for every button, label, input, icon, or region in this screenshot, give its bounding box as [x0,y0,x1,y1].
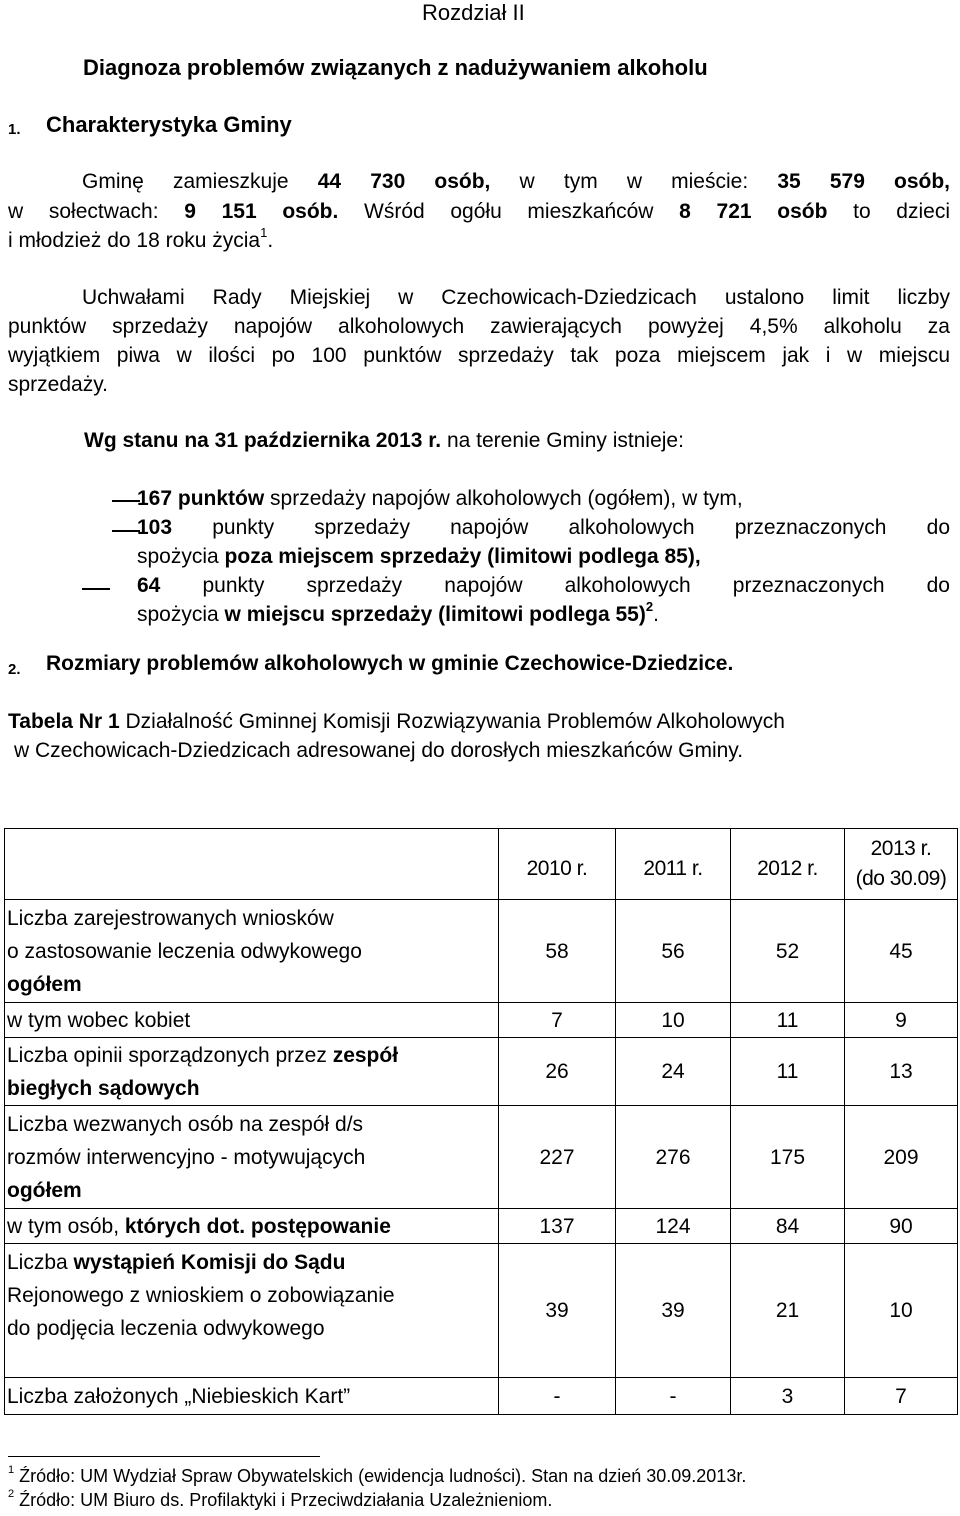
table-row [5,1038,958,1106]
table-header-empty [5,829,499,900]
table-cell: 45 [845,900,958,1003]
row-label: Liczba zarejestrowanych wniosków o zastosowanie leczenia odwykowego ogółem [5,900,499,1003]
table-row [5,1378,958,1415]
table-cell: 11 [731,1038,845,1106]
table-cell: 175 [731,1106,845,1209]
table-cell: 58 [499,900,616,1003]
list-dash [112,500,140,502]
list-item: 103 punkty sprzedaży napojów alkoholowych przeznaczonych do [137,516,950,539]
table-caption-line-2: w Czechowicach-Dziedzicach adresowanej do dorosłych mieszkańców Gminy. [14,739,744,762]
table-row [5,1003,958,1038]
table-cell: 52 [731,900,845,1003]
resolution-line-1: Uchwałami Rady Miejskiej w Czechowicach-Dziedzicach ustalono limit liczby [82,286,950,309]
footnote-separator [8,1456,320,1457]
section1-number: 1. [8,121,21,138]
table-cell: 21 [731,1244,845,1378]
footnote-2: $^2$ Źródło: UM Biuro ds. Profilaktyki i Przeciwdziałania Uzależnieniom. [8,1488,553,1510]
table-cell: 24 [616,1038,731,1106]
row-label: Liczba opinii sporządzonych przez zespół biegłych sądowych [5,1038,499,1106]
table-cell: 209 [845,1106,958,1209]
resolution-line-2: punktów sprzedaży napojów alkoholowych zawierających powyżej 4,5% alkoholu za [8,315,950,338]
column-header-2010: 2010 r. [499,829,616,900]
column-header-2013 [845,829,958,900]
population-line-1: Gminę zamieszkuje 44 730 osób, w tym w mieście: 35 579 osób, [82,170,951,193]
section2-number: 2. [8,661,21,678]
section1-heading: Charakterystyka Gminy [46,112,292,137]
table-row [5,1106,958,1209]
table-cell: 124 [616,1209,731,1244]
row-label: Liczba założonych „Niebieskich Kart” [5,1378,499,1415]
table-cell: 227 [499,1106,616,1209]
resolution-line-3: wyjątkiem piwa w ilości po 100 punktów sprzedaży tak poza miejscem jak i w miejscu [8,344,950,367]
table-cell: - [616,1378,731,1415]
table-cell: 11 [731,1003,845,1038]
list-item-continuation: spożycia w miejscu sprzedaży (limitowi podlega 55)$^2$. [137,599,659,626]
table-row [5,1244,958,1378]
footnote-ref-1[interactable]: 1 [260,225,268,240]
table-cell: 10 [845,1244,958,1378]
column-header-2011: 2011 r. [616,829,731,900]
population-line-2: w sołectwach: 9 151 osób. Wśród ogółu mieszkańców 8 721 osób to dzieci [8,200,950,223]
row-label: Liczba wezwanych osób na zespół d/s rozmów interwencyjno - motywujących ogółem [5,1106,499,1209]
activity-table [4,828,958,1415]
table-cell: 84 [731,1209,845,1244]
table-cell: 7 [499,1003,616,1038]
table-cell: 276 [616,1106,731,1209]
section2-heading: Rozmiary problemów alkoholowych w gminie Czechowice-Dziedzice. [46,652,734,675]
table-cell: 90 [845,1209,958,1244]
table-cell: - [499,1378,616,1415]
table-header-row [5,829,958,900]
table-cell: 7 [845,1378,958,1415]
list-item: 167 punktów sprzedaży napojów alkoholowych (ogółem), w tym, [137,487,743,510]
table-cell: 13 [845,1038,958,1106]
table-row [5,900,958,1003]
table-cell: 137 [499,1209,616,1244]
row-label: Liczba wystąpień Komisji do Sądu Rejonowego z wnioskiem o zobowiązanie do podjęcia leczenia odwykowego [5,1244,499,1378]
table-row [5,1209,958,1244]
chapter-label: Rozdział II [422,0,525,25]
table-cell: 56 [616,900,731,1003]
footnote-1: $^1$ Źródło: UM Wydział Spraw Obywatelskich (ewidencja ludności). Stan na dzień 30.09.2013r. [8,1464,747,1486]
column-header-2013-note: (do 30.09) [855,867,947,890]
table-cell: 26 [499,1038,616,1106]
table-cell: 39 [616,1244,731,1378]
page-title: Diagnoza problemów związanych z nadużywaniem alkoholu [83,55,708,80]
table-caption: Tabela Nr 1 Działalność Gminnej Komisji Rozwiązywania Problemów Alkoholowych [8,710,785,733]
resolution-line-4: sprzedaży. [8,373,108,396]
population-line-3: i młodzież do 18 roku życia$^1$. [8,225,274,252]
list-dash [82,588,110,590]
row-label: w tym wobec kobiet [5,1003,499,1038]
list-item-continuation: spożycia poza miejscem sprzedaży (limitowi podlega 85), [137,545,701,568]
list-dash [112,530,140,532]
row-label: w tym osób, których dot. postępowanie [5,1209,499,1244]
table-cell: 9 [845,1003,958,1038]
list-item: 64 punkty sprzedaży napojów alkoholowych przeznaczonych do [137,574,950,597]
column-header-2012: 2012 r. [731,829,845,900]
table-cell: 10 [616,1003,731,1038]
footnote-ref-2[interactable]: 2 [645,599,654,614]
table-cell: 39 [499,1244,616,1378]
status-line: Wg stanu na 31 października 2013 r. na terenie Gminy istnieje: [84,429,684,452]
column-header-2013-year: 2013 r. [870,837,932,860]
table-cell: 3 [731,1378,845,1415]
